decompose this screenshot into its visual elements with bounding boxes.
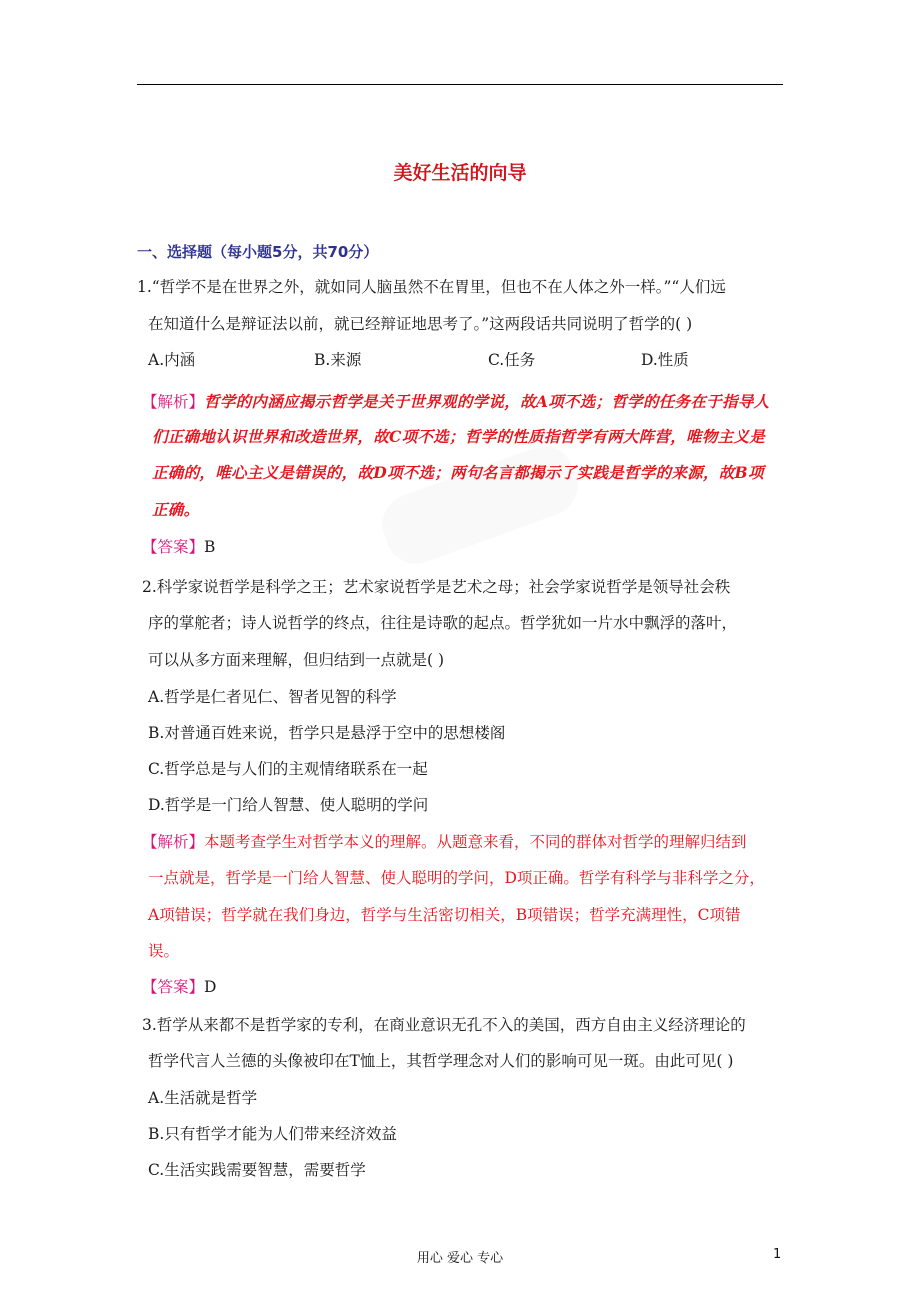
q2-explanation-line4: 误。 bbox=[148, 942, 180, 960]
q1-explanation-line4: 正确。 bbox=[152, 500, 200, 519]
q1-explanation-text1: 哲学的内涵应揭示哲学是关于世界观的学说，故A项不选；哲学的任务在于指导人 bbox=[204, 392, 770, 411]
q3-stem-line2: 哲学代言人兰德的头像被印在T恤上，其哲学理念对人们的影响可见一斑。由此可见( ) bbox=[148, 1052, 734, 1070]
q2-option-a: A.哲学是仁者见仁、智者见智的科学 bbox=[148, 688, 397, 706]
section-heading: 一、选择题（每小题5分，共70分） bbox=[137, 243, 379, 261]
q1-option-a: A.内涵 bbox=[148, 351, 196, 369]
header-rule bbox=[137, 84, 783, 85]
q3-stem-line1: 3.哲学从来都不是哲学家的专利，在商业意识无孔不入的美国，西方自由主义经济理论的 bbox=[142, 1016, 746, 1034]
q1-option-d: D.性质 bbox=[641, 351, 689, 369]
page-number: 1 bbox=[773, 1247, 782, 1262]
q2-explanation-tag: 【解析】 bbox=[142, 833, 205, 851]
q2-explanation-text1: 本题考查学生对哲学本义的理解。从题意来看，不同的群体对哲学的理解归结到 bbox=[204, 833, 747, 851]
q1-answer-value: B bbox=[204, 538, 216, 556]
q3-option-a: A.生活就是哲学 bbox=[148, 1089, 258, 1107]
q2-option-b: B.对普通百姓来说，哲学只是悬浮于空中的思想楼阁 bbox=[148, 724, 506, 742]
q2-option-c: C.哲学总是与人们的主观情绪联系在一起 bbox=[148, 760, 428, 778]
q2-stem-line2: 序的掌舵者；诗人说哲学的终点，往往是诗歌的起点。哲学犹如一片水中飘浮的落叶， bbox=[148, 614, 738, 632]
q1-option-c: C.任务 bbox=[488, 351, 536, 369]
q1-stem-line2: 在知道什么是辩证法以前，就已经辩证地思考了。”这两段话共同说明了哲学的( ) bbox=[148, 315, 693, 333]
q1-answer bbox=[142, 537, 215, 557]
q1-option-b: B.来源 bbox=[314, 351, 362, 369]
q1-explanation-line3: 正确的，唯心主义是错误的，故D项不选；两句名言都揭示了实践是哲学的来源，故B项 bbox=[152, 463, 764, 482]
q2-answer-value: D bbox=[204, 978, 217, 996]
q2-stem-line1: 2.科学家说哲学是科学之王；艺术家说哲学是艺术之母；社会学家说哲学是领导社会秩 bbox=[142, 578, 731, 596]
q2-explanation-line3: A项错误；哲学就在我们身边，哲学与生活密切相关，B项错误；哲学充满理性，C项错 bbox=[148, 906, 741, 924]
q2-explanation-line1 bbox=[142, 832, 747, 852]
q3-option-c: C.生活实践需要智慧，需要哲学 bbox=[148, 1161, 366, 1179]
q3-option-b: B.只有哲学才能为人们带来经济效益 bbox=[148, 1125, 397, 1143]
q1-explanation-line1 bbox=[142, 392, 769, 412]
q1-answer-tag: 【答案】 bbox=[142, 538, 205, 556]
q1-explanation-line2: 们正确地认识世界和改造世界，故C项不选；哲学的性质指哲学有两大阵营，唯物主义是 bbox=[152, 427, 766, 446]
watermark bbox=[374, 438, 586, 572]
q2-option-d: D.哲学是一门给人智慧、使人聪明的学问 bbox=[148, 796, 429, 814]
q2-explanation-line2: 一点就是，哲学是一门给人智慧、使人聪明的学问，D项正确。哲学有科学与非科学之分， bbox=[148, 869, 765, 887]
document-title: 美好生活的向导 bbox=[393, 162, 527, 184]
q1-stem-line1: 1.“哲学不是在世界之外，就如同人脑虽然不在胃里，但也不在人体之外一样。”“人们远 bbox=[137, 278, 726, 296]
q2-stem-line3: 可以从多方面来理解，但归结到一点就是( ) bbox=[148, 651, 445, 669]
q1-explanation-tag: 【解析】 bbox=[142, 393, 205, 411]
q2-answer bbox=[142, 977, 216, 997]
q2-answer-tag: 【答案】 bbox=[142, 978, 205, 996]
page-footer: 用心 爱心 专心 bbox=[416, 1251, 504, 1266]
